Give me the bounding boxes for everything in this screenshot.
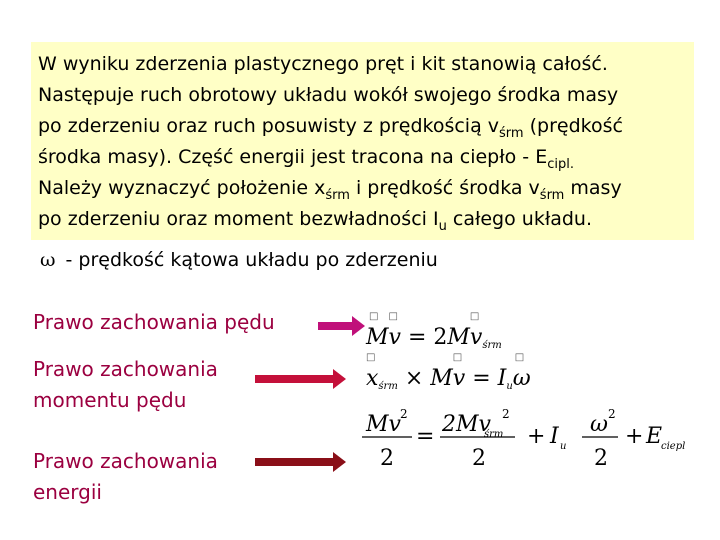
svg-text:ciepl: ciepl <box>661 441 686 452</box>
svg-text:śrm: śrm <box>484 429 504 440</box>
law-angular-momentum: Prawo zachowania momentu pędu <box>33 357 218 412</box>
omega-text: - prędkość kątowa układu po zderzeniu <box>65 249 438 271</box>
svg-text:I: I <box>550 424 559 449</box>
svg-text:+: + <box>625 424 644 449</box>
svg-text:2: 2 <box>380 446 394 471</box>
law-momentum: Prawo zachowania pędu <box>33 310 275 334</box>
svg-text:Mv: Mv <box>366 412 401 437</box>
arrow-momentum <box>318 315 366 337</box>
svg-text:=: = <box>416 424 435 449</box>
svg-text:2: 2 <box>594 446 608 471</box>
equation-angular-momentum: □ xśrm × M □ v = Iu □ ω <box>366 352 531 392</box>
intro-line-2: Następuje ruch obrotowy układu wokół swojego środka masy <box>38 84 619 106</box>
svg-text:2: 2 <box>608 407 616 421</box>
law-energy: Prawo zachowania energii <box>33 449 218 504</box>
equation-momentum: □ M □ v = 2M □ vśrm <box>366 311 502 351</box>
intro-line-5: Należy wyznaczyć położenie $x_{śrm}$ i prędkość środka $v_{śrm}$ masy <box>38 177 622 203</box>
svg-text:u: u <box>560 441 567 452</box>
intro-line-3: po zderzeniu oraz ruch posuwisty z prędkością $v_{śrm}$ (prędkość <box>38 115 623 141</box>
omega-definition <box>40 249 438 271</box>
svg-text:2: 2 <box>502 407 510 421</box>
svg-text:ω: ω <box>590 412 608 437</box>
intro-line-4: środka masy). Część energii jest tracona na ciepło - $E_{cipl.}$ <box>38 146 574 172</box>
arrow-energy <box>255 451 347 473</box>
svg-text:2: 2 <box>472 446 486 471</box>
svg-text:2: 2 <box>400 407 408 421</box>
arrow-angular-momentum <box>255 368 347 390</box>
svg-text:+: + <box>527 424 546 449</box>
omega-symbol: ω <box>40 249 56 271</box>
svg-text:E: E <box>646 424 663 449</box>
svg-text:2Mv: 2Mv <box>442 412 491 437</box>
intro-line-1: W wyniku zderzenia plastycznego pręt i kit stanowią całość. <box>38 53 608 75</box>
equation-energy <box>360 402 700 472</box>
intro-line-6: po zderzeniu oraz moment bezwładności $I_u$ całego układu. <box>38 208 592 234</box>
